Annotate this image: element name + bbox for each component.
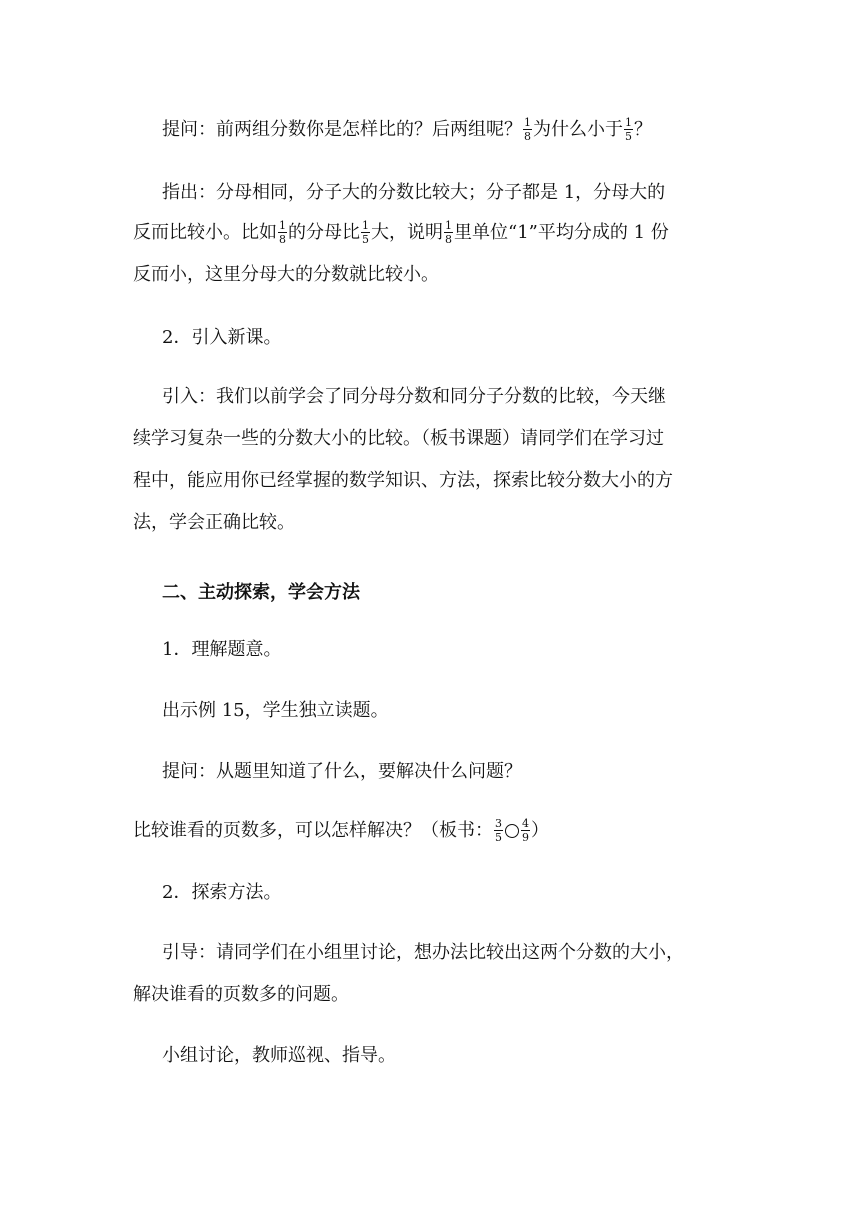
fraction-one-eighth: $\frac{1}{8}$: [524, 115, 531, 143]
paragraph-point-out-line1: 指出：分母相同，分子大的分数比较大；分子都是 1，分母大的: [162, 182, 666, 203]
fraction-three-fifths: $\frac{3}{5}$: [495, 816, 502, 844]
paragraph-group-discussion: 小组讨论，教师巡视、指导。: [162, 1045, 396, 1066]
fraction-four-ninths: $\frac{4}{9}$: [522, 816, 529, 844]
paragraph-point-out-line2: 反而比较小。比如 $\frac{1}{8}$ 的分母比 $\frac{1}{5}$ 大，说明 $\frac{1}{8}$ 里单位“1”平均分成的 1 份: [133, 218, 669, 246]
paragraph-question: 提问：从题里知道了什么，要解决什么问题？: [162, 761, 522, 782]
paragraph-introduce-line2: 续学习复杂一些的分数大小的比较。（板书课题）请同学们在学习过: [133, 428, 664, 449]
fraction-one-fifth: $\frac{1}{5}$: [625, 115, 632, 143]
section-item-understand: 1．理解题意。: [162, 639, 282, 660]
paragraph-question-fractions: 提问：前两组分数你是怎样比的？后两组呢？ $\frac{1}{8}$ 为什么小于 $\frac{1}{5}$ ？: [162, 115, 652, 143]
paragraph-guide-line1: 引导：请同学们在小组里讨论，想办法比较出这两个分数的大小，: [162, 942, 684, 963]
fraction-one-eighth: $\frac{1}{8}$: [445, 218, 452, 246]
paragraph-point-out-line3: 反而小，这里分母大的分数就比较小。: [133, 264, 439, 285]
comparison-circle-icon: [505, 824, 519, 838]
paragraph-guide-line2: 解决谁看的页数多的问题。: [133, 984, 349, 1005]
section-item-introduce: 2．引入新课。: [162, 327, 282, 348]
paragraph-introduce-line4: 法，学会正确比较。: [133, 512, 295, 533]
section-heading: 二、主动探索，学会方法: [162, 582, 360, 603]
fraction-one-fifth: $\frac{1}{5}$: [362, 218, 369, 246]
fraction-one-eighth: $\frac{1}{8}$: [279, 218, 286, 246]
paragraph-show-example: 出示例 15，学生独立读题。: [162, 700, 389, 721]
paragraph-compare-board: 比较谁看的页数多，可以怎样解决？（板书： $\frac{3}{5}$ $\frac{4}{9}$ ）: [133, 816, 549, 844]
paragraph-introduce-line3: 程中，能应用你已经掌握的数学知识、方法，探索比较分数大小的方: [133, 470, 673, 491]
paragraph-introduce-line1: 引入：我们以前学会了同分母分数和同分子分数的比较，今天继: [162, 386, 666, 407]
section-item-explore: 2．探索方法。: [162, 882, 282, 903]
